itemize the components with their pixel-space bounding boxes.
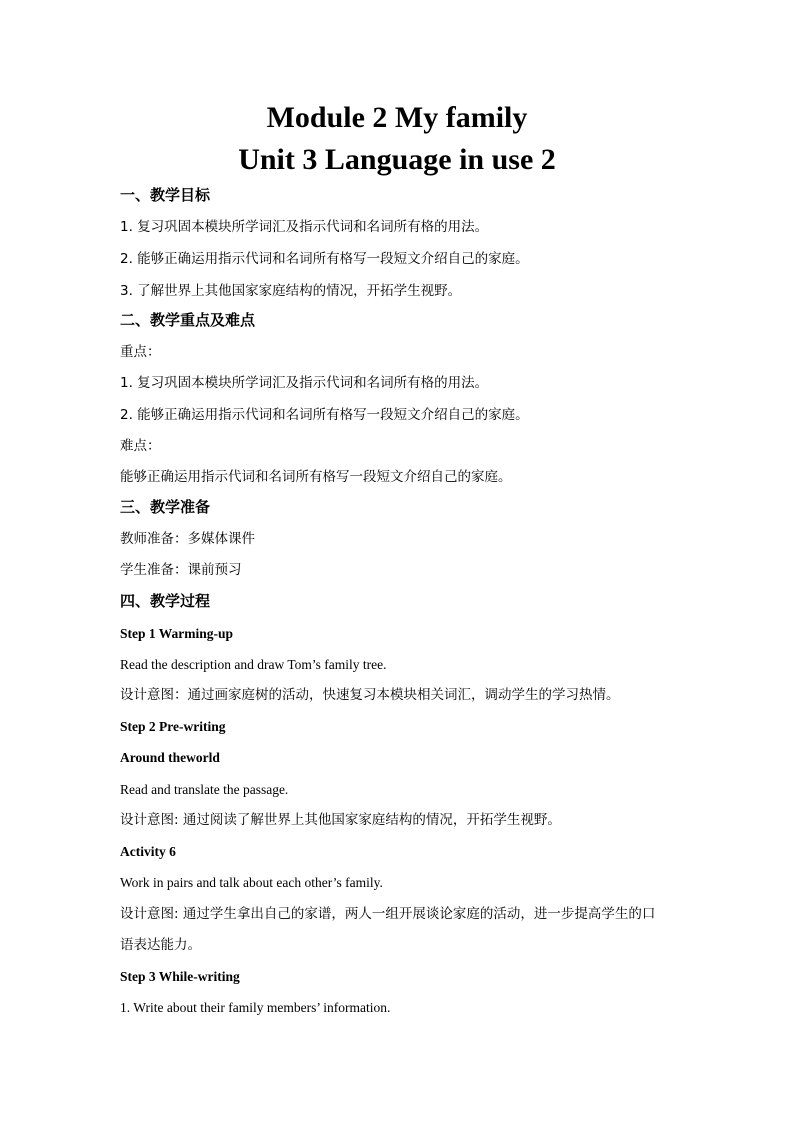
around-the-world-title: Around theworld [120,750,220,765]
step1-text: Read the description and draw Tom’s family tree. [120,657,387,672]
activity6-design-intent-line2: 语表达能力。 [120,937,201,953]
goal-item-1: 1. 复习巩固本模块所学词汇及指示代词和名词所有格的用法。 [120,219,489,235]
section-heading-key-points: 二、教学重点及难点 [120,311,256,329]
key-point-item-2: 2. 能够正确运用指示代词和名词所有格写一段短文介绍自己的家庭。 [120,407,529,423]
document-title-module: Module 2 My family [266,101,528,134]
around-the-world-design-intent: 设计意图: 通过阅读了解世界上其他国家家庭结构的情况，开拓学生视野。 [120,812,561,828]
difficult-points-label: 难点： [120,438,161,454]
step1-design-intent: 设计意图：通过画家庭树的活动，快速复习本模块相关词汇，调动学生的学习热情。 [120,687,620,703]
key-point-item-1: 1. 复习巩固本模块所学词汇及指示代词和名词所有格的用法。 [120,375,489,391]
step1-title: Step 1 Warming-up [120,626,234,641]
section-heading-process: 四、教学过程 [120,592,211,610]
key-points-label: 重点： [120,344,161,360]
teacher-preparation: 教师准备：多媒体课件 [120,531,255,547]
document-title-unit: Unit 3 Language in use 2 [238,143,556,176]
around-the-world-text: Read and translate the passage. [120,782,289,797]
step3-text: 1. Write about their family members’ information. [120,1000,391,1015]
difficult-point-text: 能够正确运用指示代词和名词所有格写一段短文介绍自己的家庭。 [120,469,512,485]
activity6-text: Work in pairs and talk about each other’s family. [120,875,383,890]
step3-title: Step 3 While-writing [120,969,240,984]
activity6-title: Activity 6 [120,844,176,859]
student-preparation: 学生准备：课前预习 [120,562,242,578]
step2-title: Step 2 Pre-writing [120,719,226,734]
section-heading-goals: 一、教学目标 [120,186,211,204]
section-heading-preparation: 三、教学准备 [120,498,211,516]
goal-item-3: 3. 了解世界上其他国家家庭结构的情况，开拓学生视野。 [120,283,462,299]
activity6-design-intent-line1: 设计意图: 通过学生拿出自己的家谱，两人一组开展谈论家庭的活动，进一步提高学生的口 [120,906,656,922]
goal-item-2: 2. 能够正确运用指示代词和名词所有格写一段短文介绍自己的家庭。 [120,251,529,267]
